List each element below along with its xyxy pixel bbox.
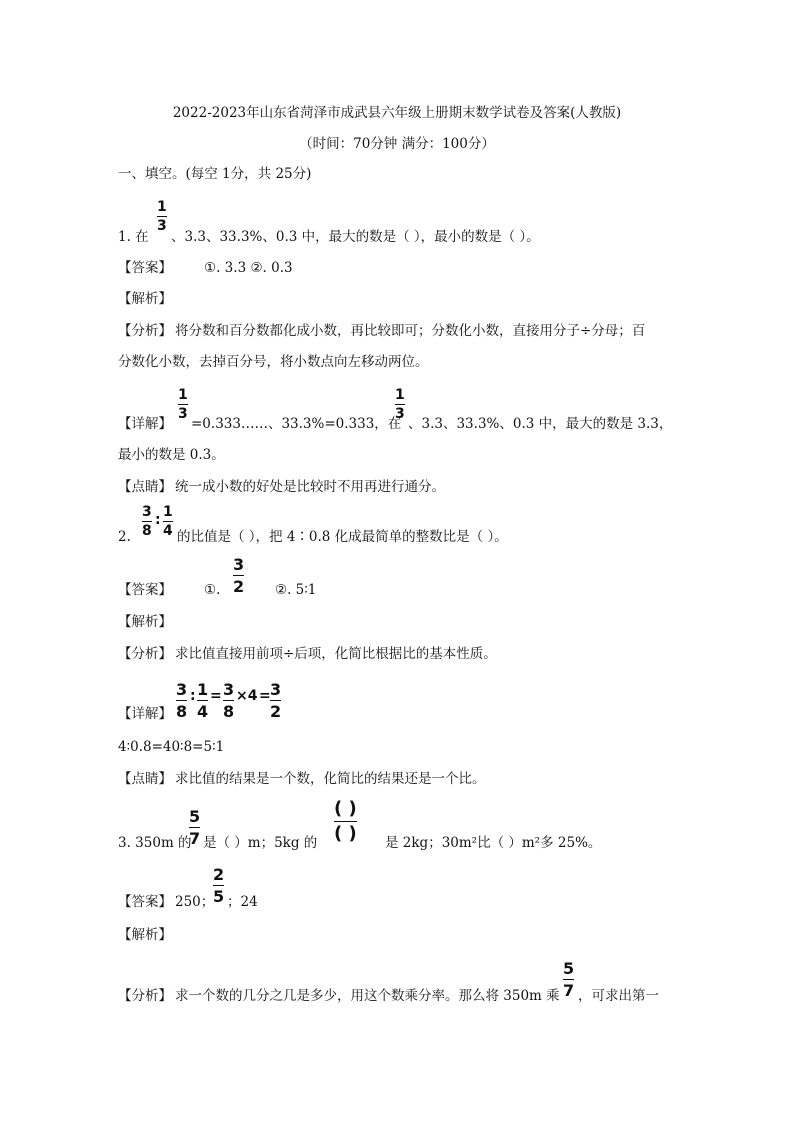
eq-times: ×4	[236, 688, 258, 704]
q2-answer-fraction	[233, 556, 244, 596]
q2-dianjing-text: 求比值的结果是一个数，化简比的结果还是一个比。	[175, 771, 486, 787]
q3-answer-label: 【答案】	[118, 894, 172, 910]
eq-fraction-3	[223, 681, 234, 721]
blank-numerator: ( )	[334, 798, 357, 819]
q1-fenxi-line1: 将分数和百分数都化成小数，再比较即可；分数化小数，直接用分子÷分母；百	[175, 323, 646, 339]
q1-detail-fraction-1	[178, 388, 188, 422]
fraction-denominator: 3	[157, 218, 167, 234]
fraction-numerator: 1	[178, 387, 188, 403]
q1-detail-part2: 、3.3、33.3%、0.3 中，最大的数是 3.3，	[408, 416, 673, 432]
q3-fenxi-tail: ，可求出第一	[578, 988, 659, 1004]
q2-analysis-label: 【解析】	[118, 614, 172, 630]
ratio-colon: :	[155, 512, 161, 528]
fraction-numerator: 5	[189, 807, 201, 826]
fraction-denominator: 2	[270, 702, 282, 721]
q1-detail-part1: =0.333……、33.3%=0.333，在	[191, 416, 402, 432]
fraction-denominator: 8	[176, 702, 188, 721]
eq-equals-1: =	[210, 688, 222, 704]
q3-blank-fraction	[334, 800, 357, 843]
q3-fenxi-text: 求一个数的几分之几是多少，用这个数乘分率。那么将 350m 乘	[175, 988, 560, 1004]
fraction-denominator: 4	[197, 702, 209, 721]
eq-fraction-2	[197, 681, 208, 721]
q1-answer-label: 【答案】	[118, 260, 172, 276]
fraction-denominator: 5	[213, 887, 225, 906]
fraction-numerator: 2	[213, 865, 225, 884]
q3-answer-fraction	[213, 866, 224, 906]
document-title: 2022-2023年山东省菏泽市成武县六年级上册期末数学试卷及答案(人教版)	[172, 105, 622, 121]
q1-detail-line2: 最小的数是 0.3。	[118, 447, 225, 463]
q1-prefix: 1. 在	[118, 229, 149, 245]
q3-prefix: 3. 350m 的	[118, 835, 192, 851]
q1-fenxi-label: 【分析】	[118, 323, 172, 339]
q2-answer-a: ①.	[204, 582, 221, 598]
fraction-numerator: 1	[163, 504, 173, 520]
fraction-denominator: 3	[178, 406, 188, 422]
q1-fenxi-line2: 分数化小数，去掉百分号，将小数点向左移动两位。	[118, 354, 429, 370]
q3-text-b: 是 2kg；30m²比（ ）m²多 25%。	[385, 835, 602, 851]
fraction-denominator: 7	[189, 829, 201, 848]
fraction-numerator: 1	[157, 199, 167, 215]
q1-answer-text: ①. 3.3 ②. 0.3	[204, 260, 293, 276]
fraction-denominator: 3	[395, 406, 405, 422]
q3-analysis-label: 【解析】	[118, 927, 172, 943]
exam-info: （时间：70分钟 满分：100分）	[299, 136, 495, 152]
q2-fenxi-label: 【分析】	[118, 646, 172, 662]
q1-text: 、3.3、33.3%、0.3 中，最大的数是（ ），最小的数是（ ）。	[171, 229, 540, 245]
q3-answer-a: 250；	[175, 894, 215, 910]
q2-text: 的比值是（ ），把 4∶0.8 化成最简单的整数比是（ ）。	[177, 529, 508, 545]
q2-fraction-2	[163, 505, 173, 539]
q2-dianjing-label: 【点睛】	[118, 771, 172, 787]
q2-detail-line2: 4∶0.8=40∶8=5∶1	[118, 739, 225, 755]
fraction-numerator: 5	[563, 959, 575, 978]
q1-dianjing-text: 统一成小数的好处是比较时不用再进行通分。	[175, 479, 445, 495]
q2-fraction-1	[142, 505, 152, 539]
eq-result-fraction	[270, 681, 281, 721]
fraction-numerator: 3	[270, 680, 282, 699]
q2-answer-label: 【答案】	[118, 582, 172, 598]
q3-fenxi-fraction	[563, 960, 574, 1000]
q1-detail-label: 【详解】	[118, 416, 172, 432]
q3-text-a: 是（ ）m；5kg 的	[203, 835, 318, 851]
fraction-denominator: 2	[233, 577, 245, 596]
q1-detail-fraction-2	[395, 388, 405, 422]
eq-colon: :	[190, 688, 196, 704]
fraction-denominator: 8	[223, 702, 235, 721]
fraction-numerator: 1	[395, 387, 405, 403]
fraction-numerator: 3	[233, 555, 245, 574]
q2-answer-b: ②. 5∶1	[275, 582, 317, 598]
fraction-denominator: 8	[142, 523, 152, 539]
fraction-numerator: 3	[142, 504, 152, 520]
eq-fraction-1	[176, 681, 187, 721]
eq-equals-2: =	[259, 688, 271, 704]
q3-fenxi-label: 【分析】	[118, 988, 172, 1004]
fraction-numerator: 3	[223, 680, 235, 699]
q1-fraction	[157, 200, 167, 234]
q1-dianjing-label: 【点睛】	[118, 479, 172, 495]
fraction-denominator: 7	[563, 981, 575, 1000]
q2-prefix: 2.	[118, 529, 131, 545]
blank-denominator: ( )	[334, 823, 357, 844]
fraction-denominator: 4	[163, 523, 173, 539]
q3-fraction	[189, 808, 200, 848]
q2-detail-label: 【详解】	[118, 706, 172, 722]
q1-analysis-label: 【解析】	[118, 291, 172, 307]
fraction-numerator: 1	[197, 680, 209, 699]
q2-fenxi-text: 求比值直接用前项÷后项，化简比根据比的基本性质。	[175, 646, 497, 662]
section-heading: 一、填空。(每空 1分，共 25分)	[118, 166, 312, 182]
fraction-numerator: 3	[176, 680, 188, 699]
q3-answer-b: ；24	[227, 894, 258, 910]
